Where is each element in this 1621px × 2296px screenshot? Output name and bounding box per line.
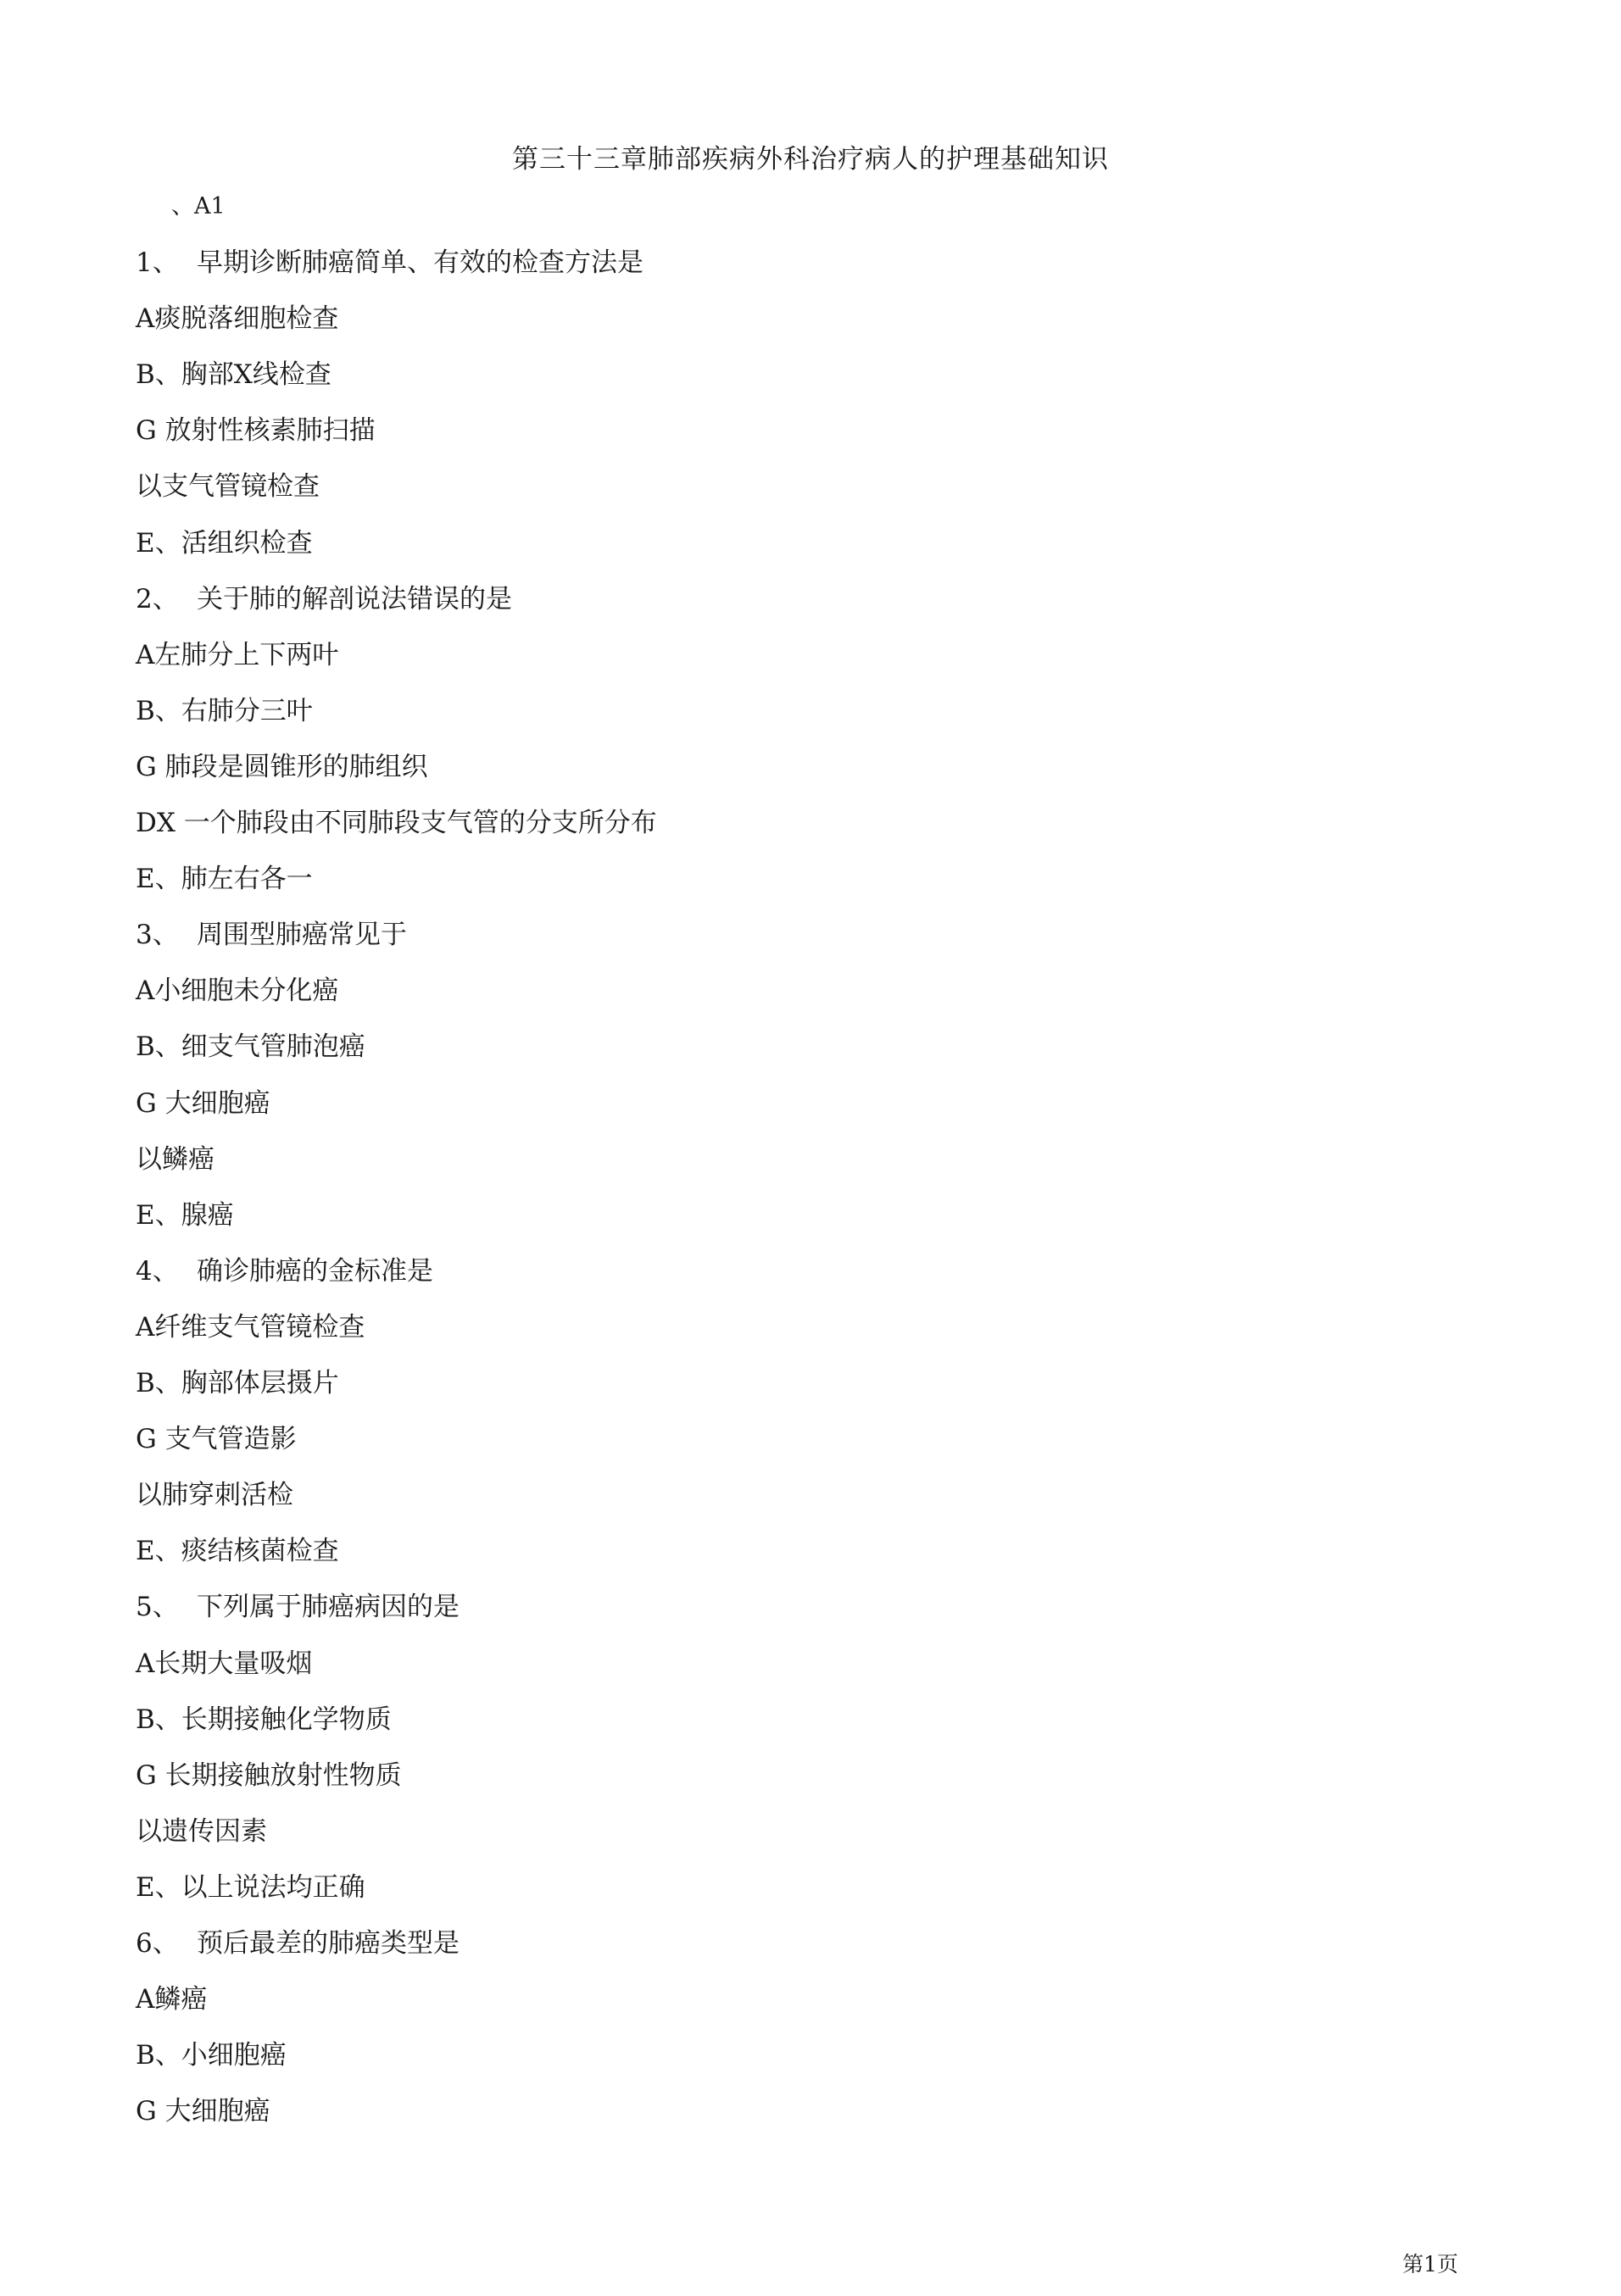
answer-option: G 支气管造影 (136, 1424, 297, 1455)
answer-option: E、以上说法均正确 (136, 1871, 365, 1903)
answer-option: A痰脱落细胞检查 (136, 303, 339, 335)
answer-option: 以支气管镜检查 (136, 471, 320, 503)
question-text: 早期诊断肺癌简单、有效的检查方法是 (197, 247, 643, 278)
question-number: 4、 (136, 1255, 179, 1287)
question-number: 6、 (136, 1928, 179, 1959)
question-stem (136, 1254, 433, 1288)
answer-option: A纤维支气管镜检查 (136, 1311, 365, 1343)
question-number: 2、 (136, 583, 179, 614)
question-stem (136, 918, 407, 952)
answer-option: G 大细胞癌 (136, 2096, 270, 2127)
question-stem (136, 1590, 460, 1624)
question-stem (136, 246, 643, 280)
question-text: 确诊肺癌的金标准是 (197, 1255, 433, 1287)
answer-option: G 长期接触放射性物质 (136, 1760, 402, 1791)
answer-option: 以遗传因素 (136, 1815, 267, 1847)
answer-option: G 肺段是圆锥形的肺组织 (136, 751, 428, 782)
question-text: 预后最差的肺癌类型是 (197, 1928, 460, 1959)
page-title: 第三十三章肺部疾病外科治疗病人的护理基础知识 (512, 144, 1109, 175)
answer-option: G 大细胞癌 (136, 1087, 270, 1119)
answer-option: B、长期接触化学物质 (136, 1704, 392, 1735)
answer-option: G 放射性核素肺扫描 (136, 415, 376, 447)
answer-option: B、胸部体层摄片 (136, 1368, 339, 1398)
answer-option: E、活组织检查 (136, 527, 313, 559)
answer-option: B、胸部X线检查 (136, 359, 331, 391)
answer-option: E、肺左右各一 (136, 864, 313, 895)
answer-option: A鳞癌 (136, 1984, 208, 2015)
answer-option: A左肺分上下两叶 (136, 639, 339, 670)
answer-option: 以鳞癌 (136, 1143, 214, 1175)
section-heading: 、A1 (171, 193, 226, 220)
question-text: 周围型肺癌常见于 (197, 920, 407, 951)
answer-option: DX 一个肺段由不同肺段支气管的分支所分布 (136, 808, 657, 838)
answer-option: B、细支气管肺泡癌 (136, 1031, 365, 1063)
question-text: 关于肺的解剖说法错误的是 (197, 583, 512, 614)
question-number: 3、 (136, 920, 179, 951)
question-text: 下列属于肺癌病因的是 (197, 1592, 460, 1623)
answer-option: E、腺癌 (136, 1199, 234, 1231)
question-stem (136, 582, 512, 616)
question-number: 1、 (136, 247, 179, 278)
answer-option: E、痰结核菌检查 (136, 1536, 339, 1567)
page-number: 第1页 (1402, 2252, 1458, 2277)
answer-option: A长期大量吸烟 (136, 1648, 313, 1679)
answer-option: 以肺穿刺活检 (136, 1480, 293, 1511)
question-stem (136, 1926, 460, 1960)
answer-option: B、小细胞癌 (136, 2040, 287, 2071)
question-number: 5、 (136, 1592, 179, 1623)
answer-option: A小细胞未分化癌 (136, 976, 339, 1007)
answer-option: B、右肺分三叶 (136, 695, 313, 726)
